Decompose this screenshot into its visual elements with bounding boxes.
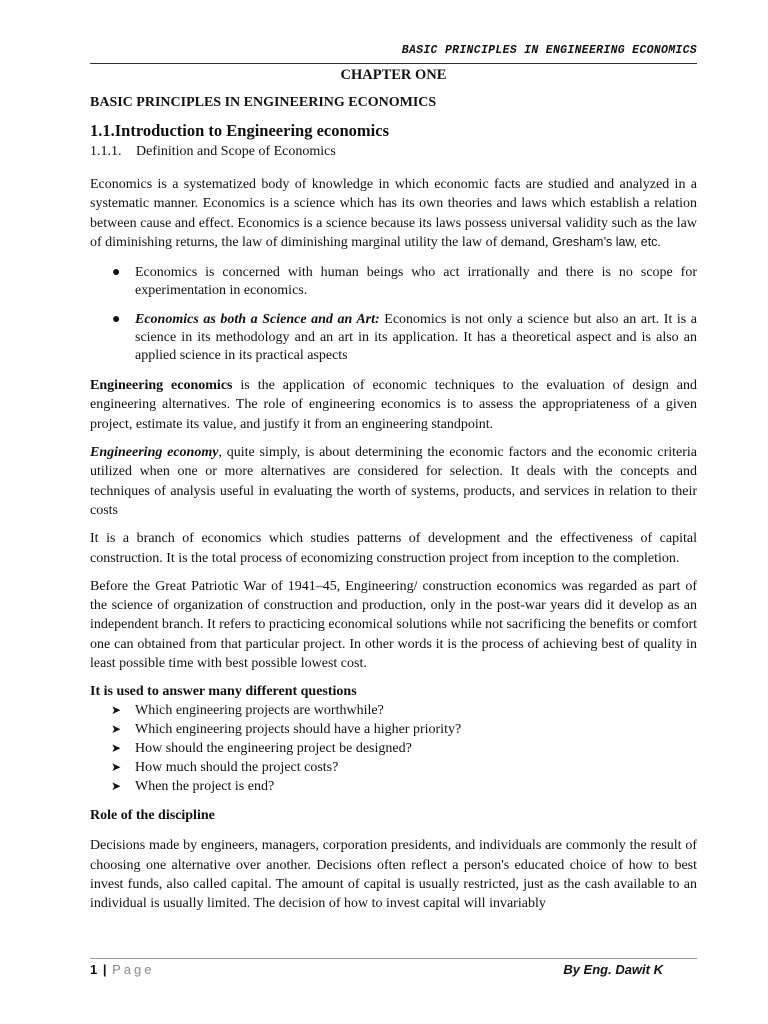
paragraph-engineering-economics (90, 376, 697, 434)
header-divider (90, 63, 697, 64)
footer-separator: | (102, 962, 107, 977)
footer-divider (90, 958, 697, 959)
paragraph-engineering-economy (90, 443, 697, 520)
question-text: How much should the project costs? (135, 760, 339, 776)
paragraph-history: Before the Great Patriotic War of 1941–45, Engineering/ construction economics was regarded as part of the science of organization of construction and production, only in the post-war years did it develop as an independent branch. It refers to practicing economical solutions while not sacrificing the benefits or comfort one can obtained from that particular project. In other words it is the process of achieving best of quality in least possible time with best possible lowest cost. (90, 578, 697, 672)
arrow-bullet-icon: ➤ (111, 760, 122, 775)
question-item (90, 758, 697, 777)
arrow-bullet-icon: ➤ (111, 741, 122, 756)
paragraph-text: Economics is a systematized body of knowledge in which economic facts are studied and analyzed in a systematic manner. Economics is a science which has its own theories and laws which establish a relation between cause and effect. Economics is a science because its laws possess universal validity such as the law of diminishing returns, the law of diminishing marginal utility the law of demand, (90, 177, 697, 250)
question-item (90, 777, 697, 796)
bullet-text: Economics is concerned with human beings who act irrationally and there is no scope for experimentation in economics. (135, 265, 697, 299)
chapter-title: CHAPTER ONE (340, 67, 447, 83)
section-number: 1.1. (90, 121, 115, 140)
paragraph-branch: It is a branch of economics which studies patterns of development and the effectiveness of capital construction. It is the total process of economizing construction project from inception to the completion. (90, 531, 697, 566)
running-header: BASIC PRINCIPLES IN ENGINEERING ECONOMICS (401, 44, 697, 57)
role-heading: Role of the discipline (90, 808, 215, 824)
questions-list (90, 701, 697, 796)
bullet-item (90, 264, 697, 300)
subsection-number: 1.1.1. (90, 144, 122, 159)
chapter-heading: BASIC PRINCIPLES IN ENGINEERING ECONOMICS (90, 95, 437, 110)
subsection-title: Definition and Scope of Economics (136, 144, 336, 159)
question-item (90, 739, 697, 758)
questions-heading: It is used to answer many different questions (90, 684, 357, 700)
section-title: Introduction to Engineering economics (114, 121, 389, 140)
bullet-item (90, 311, 697, 365)
subsection-heading (90, 143, 697, 161)
question-text: Which engineering projects are worthwhile? (135, 703, 384, 719)
question-text: Which engineering projects should have a higher priority? (135, 722, 462, 738)
paragraph-text: , quite simply, is about determining the economic factors and the economic criteria utilized when one or more alternatives are considered for selection. It deals with the concepts and techniques of analysis useful in evaluating the worth of systems, products, and services in relation to their costs (90, 445, 698, 518)
paragraph-tail: Gresham’s law, etc. (552, 234, 661, 249)
footer-author: By Eng. Dawit K (563, 962, 663, 977)
arrow-bullet-icon: ➤ (111, 779, 122, 794)
bullet-icon: ● (112, 312, 121, 328)
question-item (90, 720, 697, 739)
bullet-lead: Economics as both a Science and an Art: (135, 312, 380, 328)
question-text: How should the engineering project be designed? (135, 741, 412, 757)
arrow-bullet-icon: ➤ (111, 703, 122, 718)
page-label: Page (112, 962, 155, 977)
page-number: 1 (90, 962, 98, 977)
paragraph-role: Decisions made by engineers, managers, corporation presidents, and individuals are commonly the result of choosing one alternative over another. Decisions often reflect a person's educated choice of how to best invest funds, also called capital. The amount of capital is usually restricted, just as the cash available to an individual is usually limited. The decision of how to invest capital will invariably (90, 838, 697, 912)
bullet-text: Economics is not only a science but also an art. It is a science in its methodology and an art in its application. It has a theoretical aspect and is also an applied science in its practical aspects (135, 312, 697, 364)
term-engineering-economics: Engineering economics (90, 378, 233, 394)
paragraph-economics-definition (90, 175, 697, 252)
arrow-bullet-icon: ➤ (111, 722, 122, 737)
bullet-icon: ● (112, 265, 121, 281)
paragraph-text: is the application of economic techniques to the evaluation of design and engineering alternatives. The role of engineering economics is to assess the appropriateness of a given project, estimate its value, and justify it from an engineering standpoint. (90, 378, 698, 432)
footer-page-indicator (90, 962, 155, 977)
term-engineering-economy: Engineering economy (90, 445, 219, 461)
page-content (90, 66, 697, 914)
section-heading (90, 121, 697, 141)
bullet-list (90, 264, 697, 365)
question-item (90, 701, 697, 720)
question-text: When the project is end? (135, 779, 275, 795)
